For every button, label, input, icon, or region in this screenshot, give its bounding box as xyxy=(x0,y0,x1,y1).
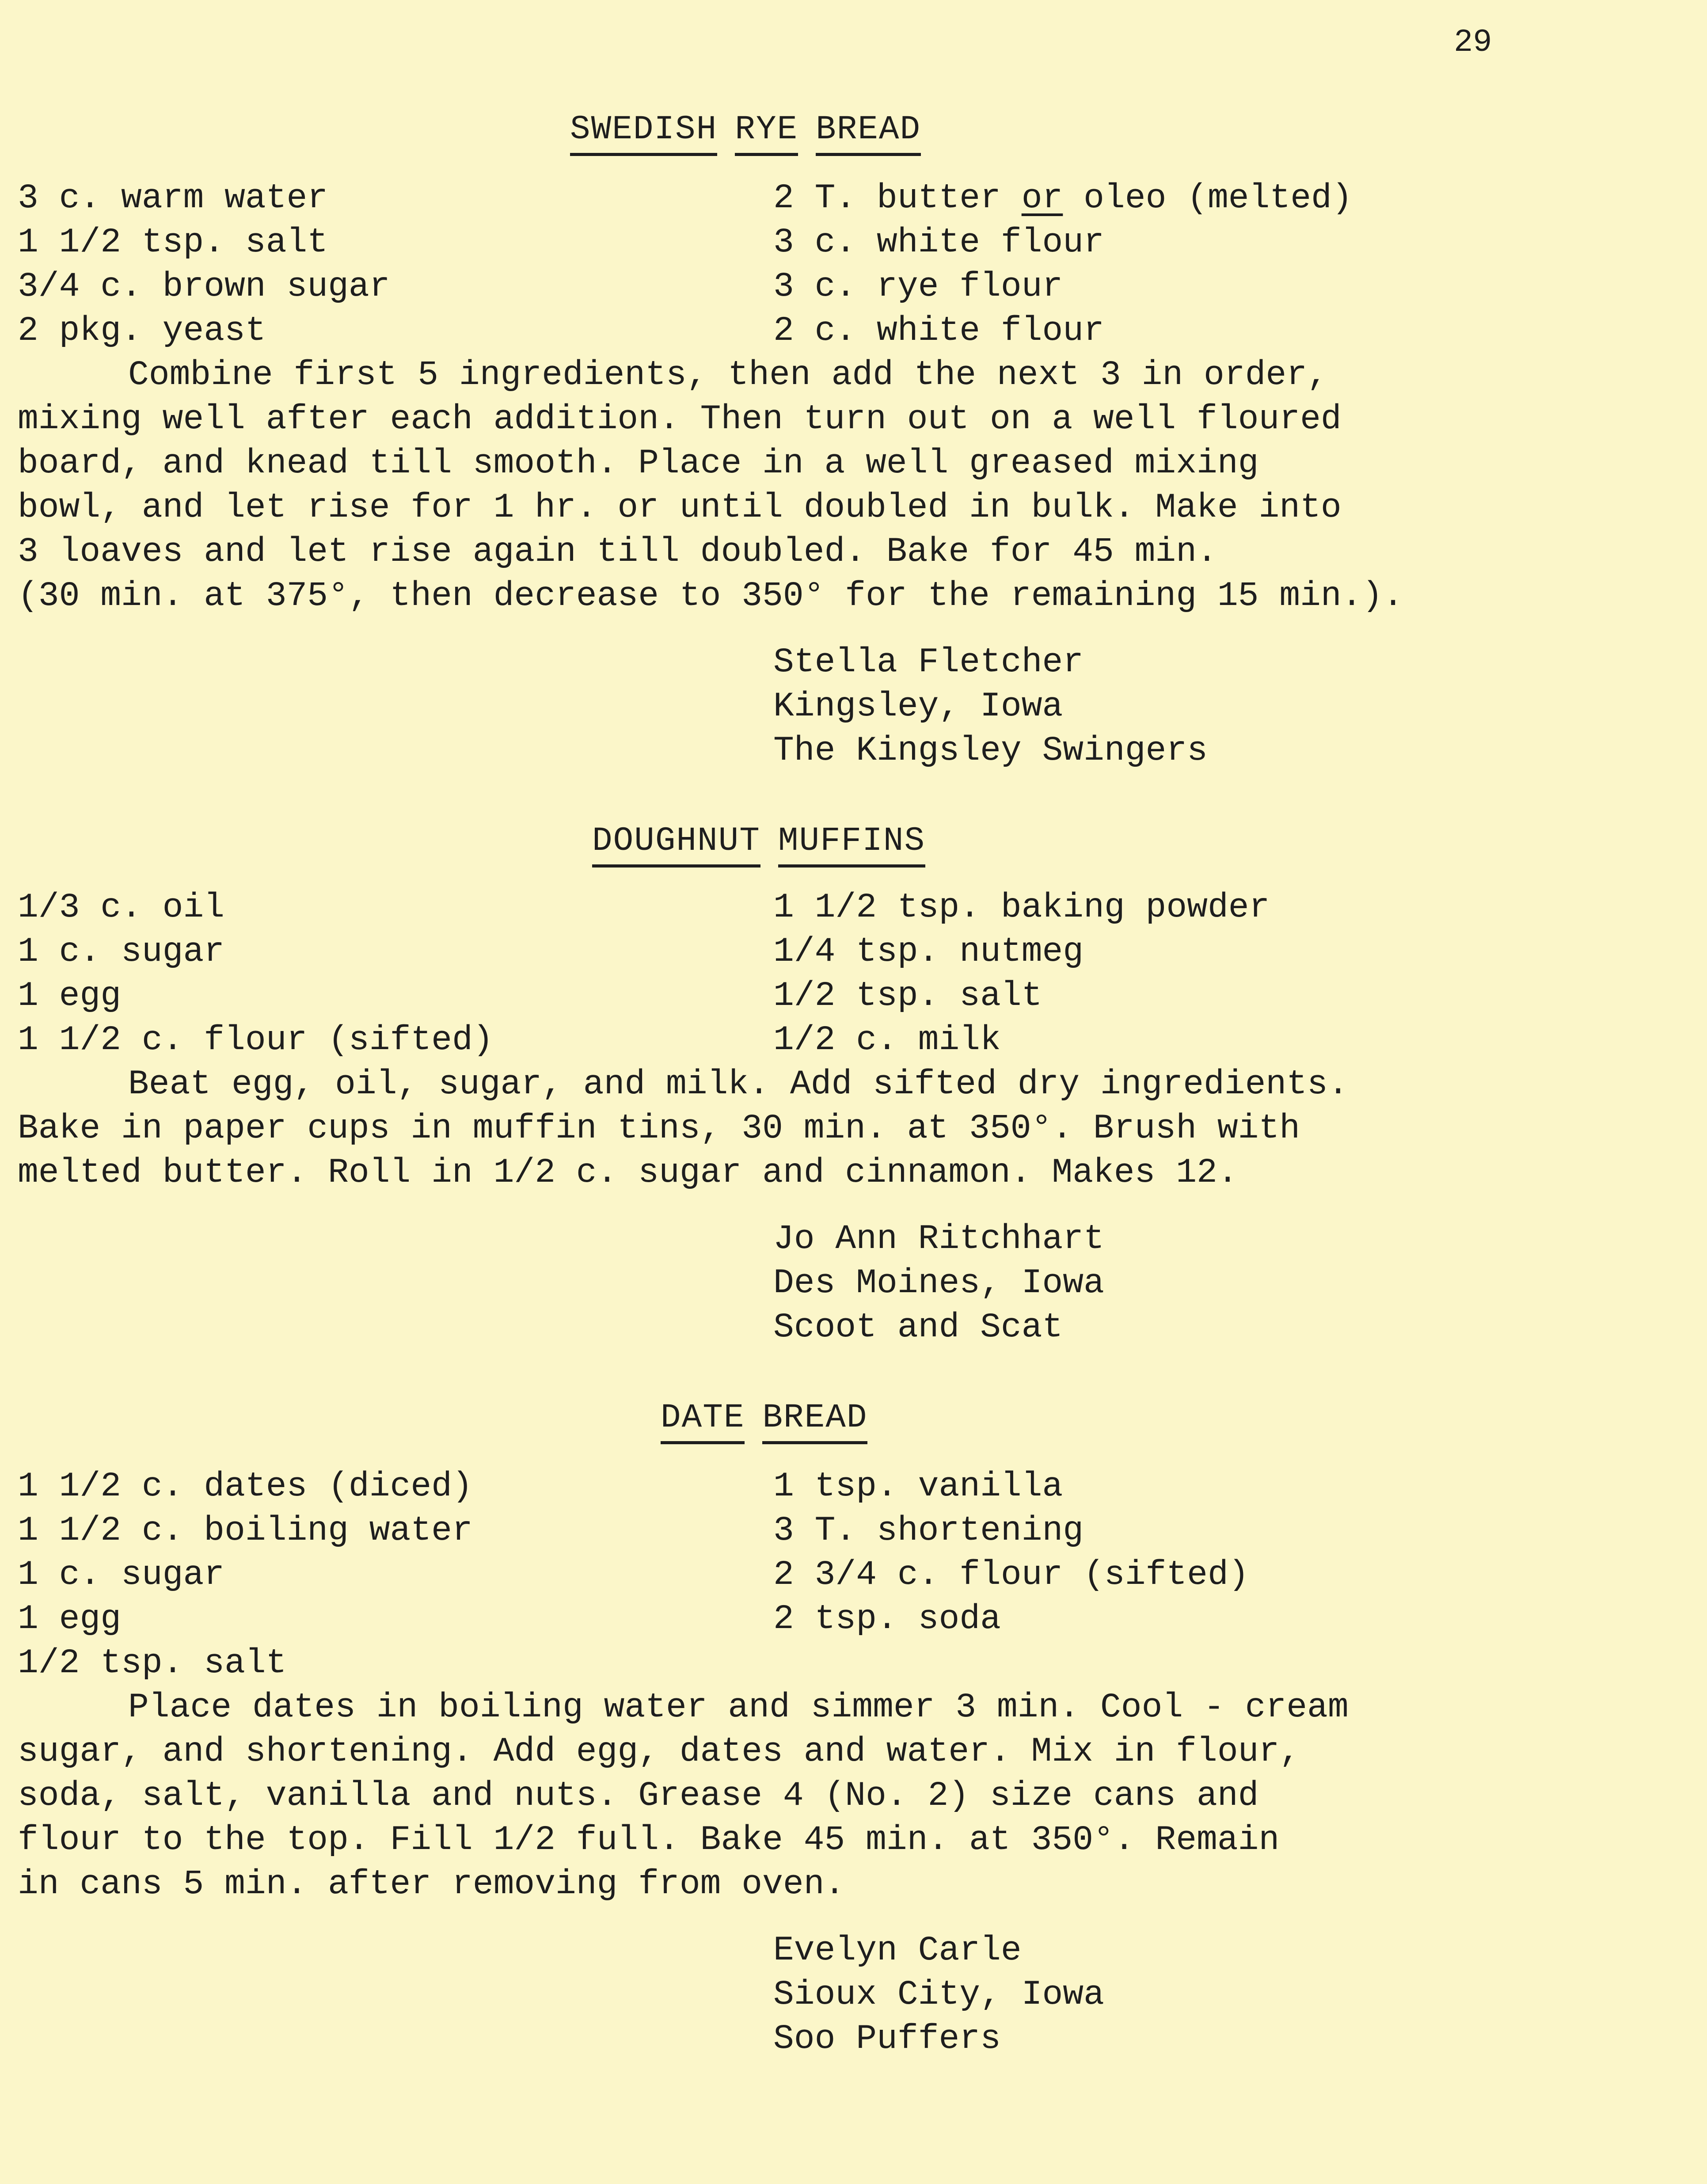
author-location: Sioux City, Iowa xyxy=(773,1975,1104,2014)
direction-line: melted butter. Roll in 1/2 c. sugar and cinnamon. Makes 12. xyxy=(18,1153,1238,1192)
ingredient: 3 c. warm water xyxy=(18,179,328,218)
ingredient: 2 c. white flour xyxy=(773,312,1104,350)
direction-line: soda, salt, vanilla and nuts. Grease 4 (No. 2) size cans and xyxy=(18,1777,1259,1815)
ingredient: 1 egg xyxy=(18,1600,122,1639)
ingredient: 2 pkg. yeast xyxy=(18,312,266,350)
ingredient: 1 tsp. vanilla xyxy=(773,1467,1063,1506)
direction-line: sugar, and shortening. Add egg, dates and water. Mix in flour, xyxy=(18,1732,1300,1771)
ingredient: 3 c. white flour xyxy=(773,223,1104,262)
ingredient: 3 T. shortening xyxy=(773,1511,1084,1550)
ingredient: 1/4 tsp. nutmeg xyxy=(773,932,1084,971)
title-word: BREAD xyxy=(816,110,921,156)
recipe-title-doughnut-muffins xyxy=(592,822,925,868)
author-location: Kingsley, Iowa xyxy=(773,687,1063,726)
title-word: MUFFINS xyxy=(778,822,925,868)
recipe-title-date-bread xyxy=(661,1399,867,1444)
ingredient xyxy=(773,181,1353,216)
title-word: DATE xyxy=(661,1399,745,1444)
direction-line: bowl, and let rise for 1 hr. or until doubled in bulk. Make into xyxy=(18,488,1342,527)
title-word: SWEDISH xyxy=(570,110,717,156)
ingredient: 1 1/2 c. boiling water xyxy=(18,1511,473,1550)
ingredient: 1 1/2 tsp. salt xyxy=(18,223,328,262)
ingredient: 1/2 tsp. salt xyxy=(18,1644,287,1683)
ingredient: 1/3 c. oil xyxy=(18,888,225,927)
author-name: Stella Fletcher xyxy=(773,643,1084,682)
direction-line: flour to the top. Fill 1/2 full. Bake 45 min. at 350°. Remain xyxy=(18,1821,1280,1860)
direction-line: board, and knead till smooth. Place in a well greased mixing xyxy=(18,444,1259,483)
ingredient: 1/2 c. milk xyxy=(773,1021,1001,1060)
page-number: 29 xyxy=(1454,24,1492,61)
direction-line: in cans 5 min. after removing from oven. xyxy=(18,1865,845,1904)
direction-line: Combine first 5 ingredients, then add the next 3 in order, xyxy=(128,356,1328,395)
title-word: RYE xyxy=(735,110,798,156)
ingredient: 1 1/2 c. flour (sifted) xyxy=(18,1021,494,1060)
direction-line: Place dates in boiling water and simmer 3 min. Cool - cream xyxy=(128,1688,1349,1727)
ingredient: 1 1/2 c. dates (diced) xyxy=(18,1467,473,1506)
direction-line: Beat egg, oil, sugar, and milk. Add sifted dry ingredients. xyxy=(128,1065,1349,1104)
ingredient: 1 c. sugar xyxy=(18,932,225,971)
ingredient-part: or xyxy=(1021,179,1063,218)
direction-line: mixing well after each addition. Then turn out on a well floured xyxy=(18,400,1342,439)
ingredient: 3/4 c. brown sugar xyxy=(18,267,390,306)
title-word: BREAD xyxy=(762,1399,867,1444)
author-name: Evelyn Carle xyxy=(773,1931,1022,1970)
author-location: Des Moines, Iowa xyxy=(773,1264,1104,1303)
direction-line: 3 loaves and let rise again till doubled. Bake for 45 min. xyxy=(18,533,1217,571)
direction-line: (30 min. at 375°, then decrease to 350° for the remaining 15 min.). xyxy=(18,577,1404,616)
ingredient: 1/2 tsp. salt xyxy=(773,977,1042,1016)
author-club: Scoot and Scat xyxy=(773,1308,1063,1347)
ingredient: 3 c. rye flour xyxy=(773,267,1063,306)
ingredient: 2 tsp. soda xyxy=(773,1600,1001,1639)
direction-line: Bake in paper cups in muffin tins, 30 min. at 350°. Brush with xyxy=(18,1109,1300,1148)
author-name: Jo Ann Ritchhart xyxy=(773,1220,1104,1259)
title-word: DOUGHNUT xyxy=(592,822,760,868)
recipe-title-swedish-rye-bread xyxy=(570,110,921,156)
ingredient: 2 3/4 c. flour (sifted) xyxy=(773,1556,1249,1594)
ingredient-part: oleo (melted) xyxy=(1084,179,1353,218)
author-club: Soo Puffers xyxy=(773,2020,1001,2058)
author-club: The Kingsley Swingers xyxy=(773,731,1208,770)
ingredient: 1 egg xyxy=(18,977,122,1016)
ingredient-part: 2 T. butter xyxy=(773,179,1001,218)
ingredient: 1 c. sugar xyxy=(18,1556,225,1594)
ingredient: 1 1/2 tsp. baking powder xyxy=(773,888,1270,927)
